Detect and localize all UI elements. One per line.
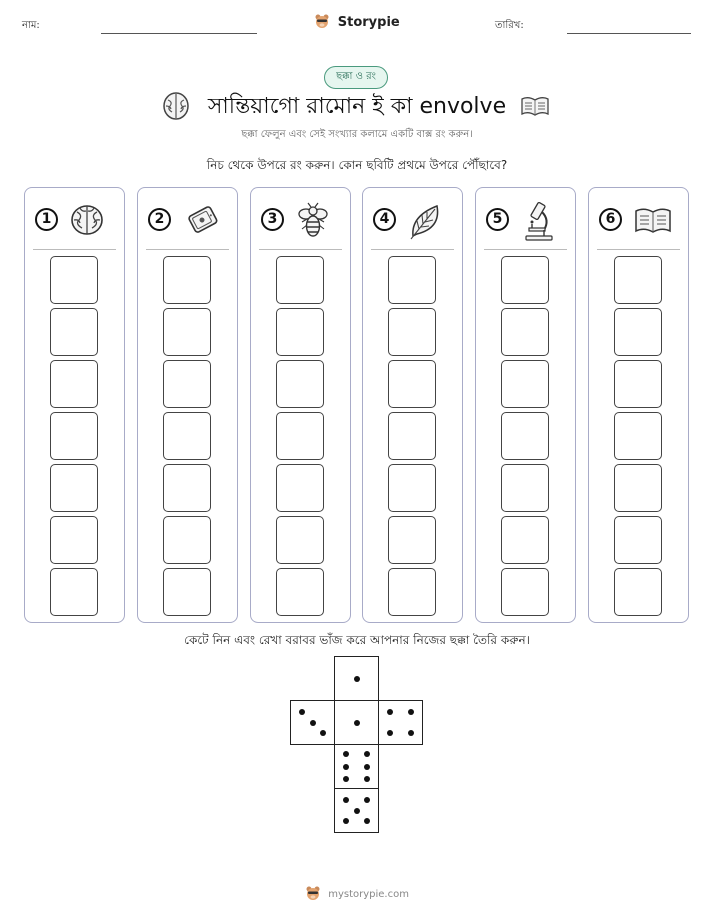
column-divider: [33, 249, 116, 250]
die-pip: [387, 730, 393, 736]
color-box[interactable]: [276, 256, 324, 304]
cell-phone-icon: [182, 202, 222, 238]
color-box[interactable]: [163, 516, 211, 564]
color-box[interactable]: [50, 516, 98, 564]
brand-name: Storypie: [337, 15, 400, 30]
page-title: সান্তিয়াগো রামোন ই কা envolve: [207, 94, 507, 119]
die-pip: [310, 720, 316, 726]
die-pip: [364, 818, 370, 824]
die-pip: [343, 776, 349, 782]
die-face: [290, 700, 335, 745]
date-line[interactable]: [567, 33, 691, 34]
color-box[interactable]: [163, 308, 211, 356]
column-1: [24, 187, 125, 623]
storypie-bear-icon: [314, 13, 330, 29]
storypie-bear-icon: [305, 885, 321, 901]
color-box[interactable]: [276, 308, 324, 356]
color-box[interactable]: [50, 256, 98, 304]
die-pip: [299, 709, 305, 715]
column-3: [250, 187, 351, 623]
color-box[interactable]: [501, 256, 549, 304]
die-pip: [408, 709, 414, 715]
instruction: নিচ থেকে উপরে রং করুন। কোন ছবিটি প্রথমে উপরে পৌঁছাবে?: [206, 158, 508, 172]
die-pip: [387, 709, 393, 715]
column-divider: [371, 249, 454, 250]
color-box[interactable]: [163, 568, 211, 616]
column-number: 4: [373, 208, 396, 231]
color-box[interactable]: [276, 360, 324, 408]
die-pip: [320, 730, 326, 736]
color-box[interactable]: [614, 412, 662, 460]
column-number: 1: [35, 208, 58, 231]
footer-url[interactable]: mystorypie.com: [328, 889, 409, 900]
name-label: নাম:: [22, 20, 40, 31]
color-box[interactable]: [276, 412, 324, 460]
die-pip: [343, 797, 349, 803]
die-pip: [354, 808, 360, 814]
column-4: [362, 187, 463, 623]
microscope-icon: [520, 202, 556, 242]
color-box[interactable]: [50, 308, 98, 356]
column-number: 3: [261, 208, 284, 231]
color-box[interactable]: [501, 360, 549, 408]
die-face: [334, 744, 379, 789]
die-pip: [354, 720, 360, 726]
die-pip: [354, 676, 360, 682]
column-divider: [146, 249, 229, 250]
subtitle: ছক্কা ফেলুন এবং সেই সংখ্যার কলামে একটি বাক্স রং করুন।: [241, 129, 473, 140]
footer: [0, 885, 714, 901]
die-pip: [343, 751, 349, 757]
color-box[interactable]: [50, 412, 98, 460]
color-box[interactable]: [614, 516, 662, 564]
category-pill: ছক্কা ও রং: [324, 66, 388, 89]
color-box[interactable]: [163, 360, 211, 408]
bee-icon: [295, 202, 331, 240]
color-box[interactable]: [50, 464, 98, 512]
column-divider: [259, 249, 342, 250]
name-line[interactable]: [101, 33, 257, 34]
die-face: [334, 788, 379, 833]
color-box[interactable]: [501, 412, 549, 460]
die-face: [334, 700, 379, 745]
die-pip: [364, 776, 370, 782]
brain-icon: [69, 202, 105, 238]
color-box[interactable]: [388, 256, 436, 304]
color-box[interactable]: [501, 308, 549, 356]
die-pip: [364, 751, 370, 757]
column-number: 6: [599, 208, 622, 231]
color-box[interactable]: [614, 568, 662, 616]
color-box[interactable]: [276, 568, 324, 616]
column-6: [588, 187, 689, 623]
die-pip: [364, 764, 370, 770]
color-box[interactable]: [276, 516, 324, 564]
die-pip: [343, 764, 349, 770]
color-box[interactable]: [388, 568, 436, 616]
column-number: 5: [486, 208, 509, 231]
color-box[interactable]: [388, 412, 436, 460]
open-book-icon: [520, 95, 550, 117]
color-box[interactable]: [50, 568, 98, 616]
color-box[interactable]: [388, 360, 436, 408]
die-face: [334, 656, 379, 701]
color-box[interactable]: [163, 464, 211, 512]
date-label: তারিখ:: [495, 20, 524, 31]
color-box[interactable]: [163, 256, 211, 304]
color-box[interactable]: [614, 256, 662, 304]
color-box[interactable]: [501, 568, 549, 616]
column-2: [137, 187, 238, 623]
color-box[interactable]: [388, 464, 436, 512]
color-box[interactable]: [614, 308, 662, 356]
brand-logo: [0, 13, 714, 30]
color-box[interactable]: [501, 464, 549, 512]
color-box[interactable]: [614, 360, 662, 408]
column-divider: [597, 249, 680, 250]
column-number: 2: [148, 208, 171, 231]
column-5: [475, 187, 576, 623]
color-box[interactable]: [614, 464, 662, 512]
color-box[interactable]: [388, 308, 436, 356]
die-pip: [364, 797, 370, 803]
die-pip: [408, 730, 414, 736]
cut-instruction: কেটে নিন এবং রেখা বরাবর ভাঁজ করে আপনার নিজের ছক্কা তৈরি করুন।: [184, 633, 530, 647]
open-book-icon: [633, 202, 673, 238]
column-divider: [484, 249, 567, 250]
leaf-icon: [407, 202, 443, 240]
color-box[interactable]: [163, 412, 211, 460]
color-box[interactable]: [501, 516, 549, 564]
die-face: [378, 700, 423, 745]
die-pip: [343, 818, 349, 824]
color-box[interactable]: [388, 516, 436, 564]
color-box[interactable]: [276, 464, 324, 512]
color-box[interactable]: [50, 360, 98, 408]
